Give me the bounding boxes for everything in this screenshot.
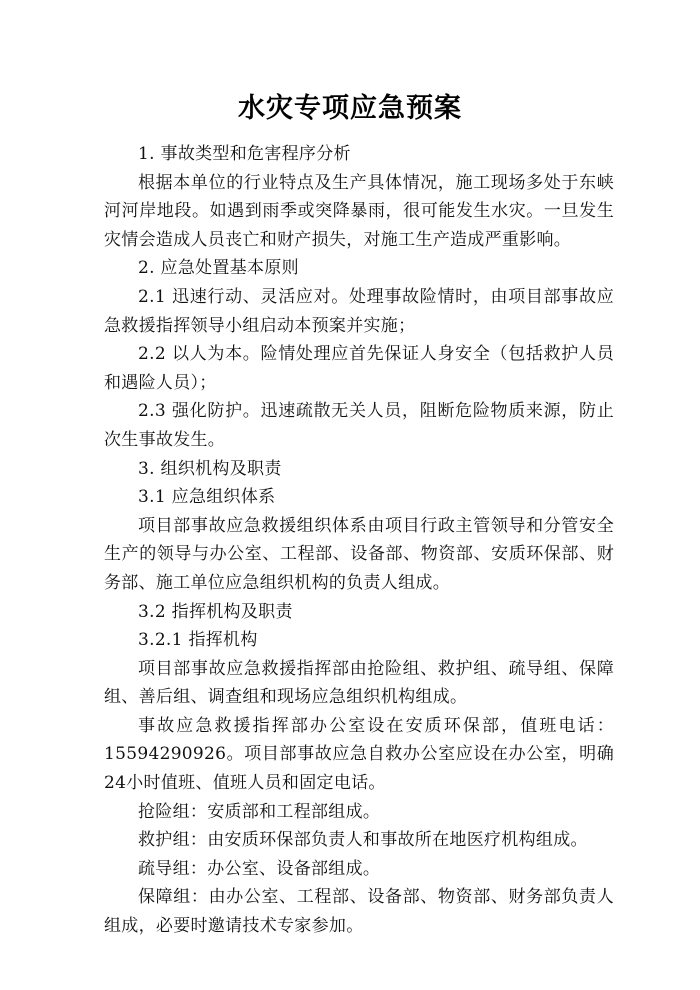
body-paragraph: 疏导组：办公室、设备部组成。 — [138, 858, 381, 879]
section-heading: 2. 应急处置基本原则 — [138, 258, 299, 279]
body-paragraph: 根据本单位的行业特点及生产具体情况，施工现场多处于东峡河河岸地段。如遇到雨季或突降暴雨，很可能发生水灾。一旦发生灾情会造成人员丧亡和财产损失，对施工生产造成严重影响。 — [104, 172, 614, 250]
document-title: 水灾专项应急预案 — [238, 93, 462, 124]
body-paragraph: 项目部事故应急救援指挥部由抢险组、救护组、疏导组、保障组、善后组、调查组和现场应急组织机构组成。 — [104, 658, 614, 708]
body-paragraph: 保障组：由办公室、工程部、设备部、物资部、财务部负责人组成，必要时邀请技术专家参加。 — [104, 887, 614, 937]
document-body — [104, 140, 614, 941]
body-paragraph: 2.3 强化防护。迅速疏散无关人员，阻断危险物质来源，防止次生事故发生。 — [104, 401, 614, 450]
body-paragraph: 救护组：由安质环保部负责人和事故所在地医疗机构组成。 — [138, 830, 588, 851]
body-paragraph: 抢险组：安质部和工程部组成。 — [138, 801, 381, 822]
body-paragraph: 项目部事故应急救援组织体系由项目行政主管领导和分管安全生产的领导与办公室、工程部、设备部、物资部、安质环保部、财务部、施工单位应急组织机构的负责人组成。 — [104, 515, 614, 593]
section-heading: 3. 组织机构及职责 — [138, 458, 282, 479]
body-paragraph: 2.1 迅速行动、灵活应对。处理事故险情时，由项目部事故应急救援指挥领导小组启动本预案并实施； — [104, 286, 614, 336]
subsection-heading: 3.2.1 指挥机构 — [138, 630, 258, 651]
body-paragraph: 2.2 以人为本。险情处理应首先保证人身安全（包括救护人员和遇险人员）； — [104, 344, 614, 393]
subsection-heading: 3.1 应急组织体系 — [138, 487, 276, 508]
section-heading: 1. 事故类型和危害程序分析 — [138, 144, 351, 164]
body-paragraph: 事故应急救援指挥部办公室设在安质环保部，值班电话：15594290926。项目部事故应急自救办公室应设在办公室，明确24小时值班、值班人员和固定电话。 — [104, 715, 614, 794]
subsection-heading: 3.2 指挥机构及职责 — [138, 601, 293, 622]
